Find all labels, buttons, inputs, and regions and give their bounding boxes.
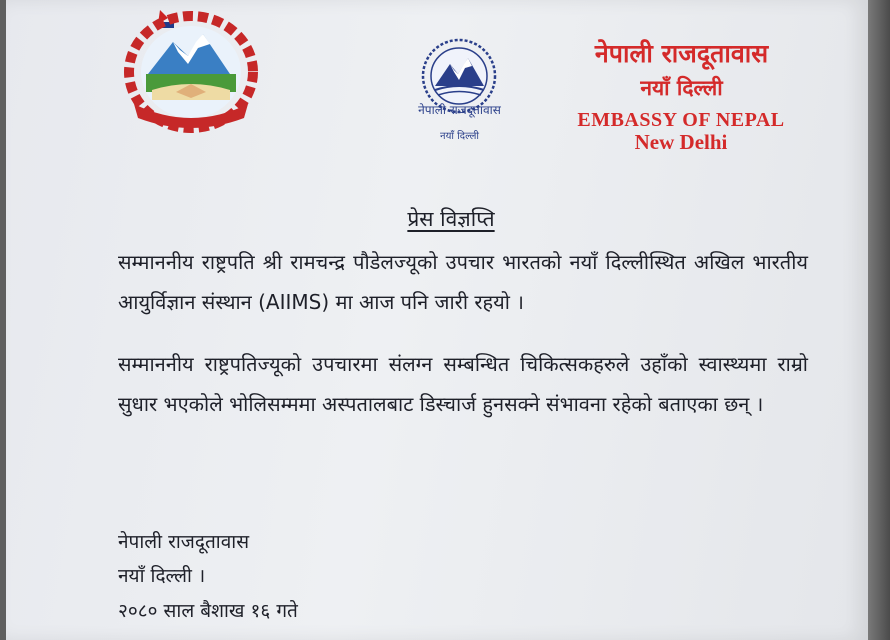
embassy-city-nepali: नयाँ दिल्ली: [640, 76, 723, 100]
press-release-heading: प्रेस विज्ञप्ति: [407, 207, 495, 231]
embassy-title-nepali: नेपाली राजदूतावास: [594, 39, 769, 68]
embassy-city-english: New Delhi: [634, 130, 728, 154]
logo-caption-city: नयाँ दिल्ली: [440, 131, 479, 142]
paragraph-treatment-status: सम्माननीय राष्ट्रपति श्री रामचन्द्र पौडेलज्यूको उपचार भारतको नयाँ दिल्लीस्थित अखिल भारतीय आयुर्विज्ञान संस्थान (AIIMS) मा आज पनि जारी रहयो ।: [118, 250, 808, 314]
logo-caption-embassy: नेपाली राजदूतावास: [418, 103, 501, 117]
signature-date: २०८० साल बैशाख १६ गते: [118, 600, 298, 622]
background-edge: [868, 0, 890, 640]
embassy-title-english: EMBASSY OF NEPAL: [577, 109, 785, 131]
letter-page: [6, 0, 868, 640]
paragraph-discharge-expected: सम्माननीय राष्ट्रपतिज्यूको उपचारमा संलग्न सम्बन्धित चिकित्सकहरुले उहाँको स्वास्थ्यमा राम्रो सुधार भएकोले भोलिसम्ममा अस्पतालबाट डिस्चार्ज हुनसक्ने संभावना रहेको बताएका छन् ।: [118, 352, 808, 416]
signature-city: नयाँ दिल्ली ।: [118, 565, 206, 587]
coat-of-arms-icon: [118, 4, 264, 136]
signature-embassy: नेपाली राजदूतावास: [118, 531, 250, 553]
